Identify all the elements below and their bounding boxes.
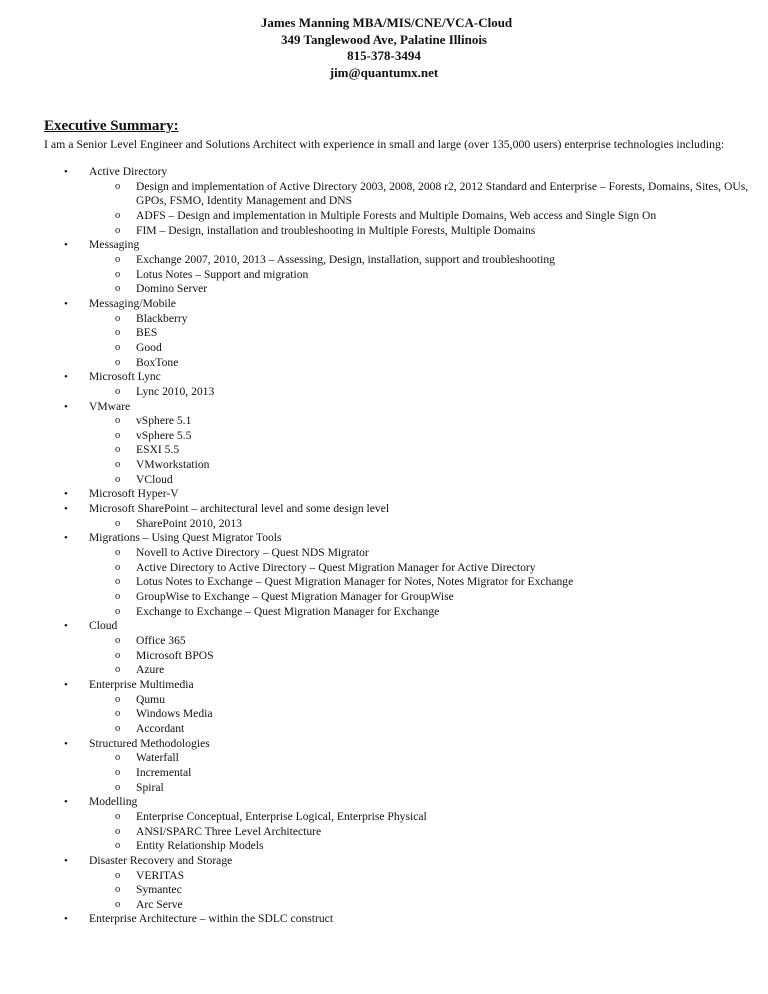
bullet-icon: • (64, 620, 68, 633)
bullet-icon: • (64, 371, 68, 384)
skill-subitem-text: Novell to Active Directory – Quest NDS Migrator (136, 546, 369, 560)
skill-subitem-text: Symantec (136, 883, 182, 897)
bullet-icon: • (64, 737, 68, 750)
skill-label: Disaster Recovery and Storage (89, 853, 233, 867)
skill-subitem (0, 605, 768, 620)
skill-item (0, 502, 768, 531)
skill-subitem-text: FIM – Design, installation and troubleshooting in Multiple Forests, Multiple Domains (136, 223, 536, 237)
address: 349 Tanglewood Ave, Palatine Illinois (281, 31, 487, 47)
skill-subitem-text: Accordant (136, 721, 185, 735)
skill-subitem-text: ANSI/SPARC Three Level Architecture (136, 824, 322, 838)
skill-subitem (0, 751, 768, 766)
skill-item (0, 165, 768, 238)
circle-bullet-icon: o (115, 268, 121, 280)
skill-sublist (89, 693, 768, 737)
skill-subitem (0, 209, 768, 224)
skill-subitem (0, 517, 768, 532)
skill-sublist (89, 810, 768, 854)
skill-subitem-text: Exchange to Exchange – Quest Migration Manager for Exchange (136, 604, 440, 618)
skill-sublist (89, 312, 768, 371)
skill-subitem-text: vSphere 5.5 (136, 428, 192, 442)
skill-subitem-text: Office 365 (136, 634, 186, 647)
circle-bullet-icon: o (115, 635, 121, 646)
skill-sublist (89, 546, 768, 619)
circle-bullet-icon: o (115, 385, 121, 397)
skill-item (0, 370, 768, 399)
skill-subitem-text: BES (136, 326, 158, 340)
circle-bullet-icon: o (115, 664, 121, 676)
bullet-icon: • (64, 239, 68, 252)
skill-subitem (0, 781, 768, 796)
skill-subitem (0, 898, 768, 913)
skill-item (0, 737, 768, 796)
contact-header (0, 15, 768, 81)
skill-subitem-text: Entity Relationship Models (136, 839, 264, 853)
circle-bullet-icon: o (115, 884, 121, 896)
circle-bullet-icon: o (115, 459, 121, 471)
circle-bullet-icon: o (115, 722, 121, 734)
skill-label: Migrations – Using Quest Migrator Tools (89, 531, 282, 545)
skill-label: Microsoft SharePoint – architectural level and some design level (89, 502, 390, 516)
skill-subitem (0, 634, 768, 649)
skill-subitem (0, 663, 768, 678)
skill-subitem-text: VCloud (136, 472, 173, 486)
circle-bullet-icon: o (115, 253, 121, 265)
circle-bullet-icon: o (115, 708, 121, 720)
skill-subitem (0, 312, 768, 327)
circle-bullet-icon: o (115, 605, 121, 617)
circle-bullet-icon: o (115, 591, 121, 603)
skill-subitem (0, 224, 768, 239)
skill-subitem-text: Incremental (136, 765, 192, 779)
skill-subitem-text: Good (136, 340, 162, 354)
circle-bullet-icon: o (115, 444, 121, 456)
circle-bullet-icon: o (115, 840, 121, 852)
bullet-icon: • (64, 678, 68, 691)
skill-subitem-text: Domino Server (136, 282, 208, 296)
circle-bullet-icon: o (115, 869, 121, 881)
skill-item (0, 487, 768, 502)
skill-subitem-text: Exchange 2007, 2010, 2013 – Assessing, Design, installation, support and troubleshooting (136, 252, 555, 266)
skill-subitem-text: VERITAS (136, 868, 185, 882)
skill-subitem (0, 766, 768, 781)
circle-bullet-icon: o (115, 180, 121, 192)
skill-subitem (0, 883, 768, 898)
skill-subitem-text: Lync 2010, 2013 (136, 384, 215, 398)
bullet-icon: • (64, 297, 68, 310)
section-title: Executive Summary: (44, 118, 179, 134)
skill-subitem (0, 693, 768, 708)
skill-label: Modelling (89, 795, 138, 809)
skill-item (0, 297, 768, 370)
circle-bullet-icon: o (115, 781, 121, 793)
circle-bullet-icon: o (115, 825, 121, 837)
skill-item (0, 531, 768, 619)
skill-item (0, 678, 768, 737)
skill-subitem-text: Azure (136, 663, 165, 677)
skills-list (0, 165, 768, 927)
bullet-icon: • (64, 796, 68, 809)
skill-item (0, 912, 768, 927)
skill-subitem (0, 722, 768, 737)
skill-subitem-text: ADFS – Design and implementation in Multiple Forests and Multiple Domains, Web access and Single Sign On (136, 208, 657, 222)
skill-label: Cloud (89, 619, 118, 633)
skill-label: Microsoft Lync (89, 370, 161, 384)
skill-subitem-text: vSphere 5.1 (136, 414, 192, 428)
circle-bullet-icon: o (115, 415, 121, 427)
skill-subitem (0, 810, 768, 825)
skill-item (0, 400, 768, 488)
phone: 815-378-3494 (347, 48, 421, 63)
circle-bullet-icon: o (115, 517, 121, 529)
candidate-name: James Manning MBA/MIS/CNE/VCA-Cloud (260, 15, 513, 30)
skill-subitem-text: GroupWise to Exchange – Quest Migration Manager for GroupWise (136, 590, 454, 604)
skill-subitem-text: Arc Serve (136, 897, 183, 911)
circle-bullet-icon: o (115, 766, 121, 778)
skill-sublist (89, 634, 768, 678)
skill-subitem (0, 575, 768, 590)
skill-item (0, 795, 768, 854)
circle-bullet-icon: o (115, 649, 121, 661)
skill-subitem (0, 429, 768, 444)
circle-bullet-icon: o (115, 693, 121, 705)
skill-subitem-text: ESXI 5.5 (136, 443, 180, 457)
skill-label: Messaging/Mobile (89, 296, 176, 310)
skill-label: Active Directory (89, 165, 168, 178)
skill-label: VMware (89, 399, 131, 413)
skill-label: Enterprise Multimedia (89, 677, 194, 691)
circle-bullet-icon: o (115, 547, 121, 559)
skill-subitem (0, 414, 768, 429)
skill-label: Messaging (89, 238, 140, 252)
circle-bullet-icon: o (115, 576, 121, 588)
skill-subitem-text: Waterfall (136, 751, 179, 765)
email: jim@quantumx.net (329, 64, 439, 80)
bullet-icon: • (64, 166, 68, 178)
circle-bullet-icon: o (115, 312, 121, 324)
skill-subitem-text: Qumu (136, 692, 165, 706)
skill-subitem (0, 180, 768, 209)
skill-subitem (0, 253, 768, 268)
skill-sublist (89, 414, 768, 487)
skill-subitem-text: BoxTone (136, 355, 179, 369)
skill-item (0, 854, 768, 913)
circle-bullet-icon: o (115, 810, 121, 822)
skill-subitem (0, 839, 768, 854)
skill-subitem (0, 649, 768, 664)
skill-subitem (0, 326, 768, 341)
skill-sublist (89, 751, 768, 795)
skill-subitem-text: Active Directory to Active Directory – Quest Migration Manager for Active Directory (136, 560, 536, 574)
bullet-icon: • (64, 503, 68, 516)
skill-label: Microsoft Hyper-V (89, 487, 179, 501)
skill-subitem (0, 590, 768, 605)
skill-sublist (89, 253, 768, 297)
skill-subitem (0, 356, 768, 371)
skill-label: Enterprise Architecture – within the SDLC construct (89, 912, 334, 926)
circle-bullet-icon: o (115, 356, 121, 368)
skill-subitem-text: Lotus Notes – Support and migration (136, 267, 309, 281)
skill-sublist (89, 869, 768, 913)
skill-subitem-text: Enterprise Conceptual, Enterprise Logical, Enterprise Physical (136, 809, 427, 823)
skill-subitem (0, 546, 768, 561)
circle-bullet-icon: o (115, 473, 121, 485)
skill-subitem (0, 458, 768, 473)
bullet-icon: • (64, 532, 68, 545)
skill-label: Structured Methodologies (89, 736, 210, 750)
skill-sublist (89, 180, 768, 239)
skill-subitem-text: Blackberry (136, 311, 188, 325)
bullet-icon: • (64, 400, 68, 413)
skill-sublist (89, 517, 768, 532)
circle-bullet-icon: o (115, 209, 121, 221)
skill-subitem (0, 707, 768, 722)
circle-bullet-icon: o (115, 561, 121, 573)
skill-subitem (0, 473, 768, 488)
bullet-icon: • (64, 913, 68, 926)
skill-item (0, 619, 768, 678)
skill-subitem (0, 825, 768, 840)
skill-subitem-text: SharePoint 2010, 2013 (136, 516, 242, 530)
circle-bullet-icon: o (115, 283, 121, 295)
skill-subitem (0, 268, 768, 283)
skill-subitem (0, 561, 768, 576)
skill-subitem (0, 341, 768, 356)
circle-bullet-icon: o (115, 429, 121, 441)
skill-subitem-text: VMworkstation (136, 458, 210, 472)
circle-bullet-icon: o (115, 752, 121, 764)
skill-subitem (0, 282, 768, 297)
skill-subitem-text: Design and implementation of Active Directory 2003, 2008, 2008 r2, 2012 Standard and Enterprise – Forests, Domains, Sites, OUs, GPOs, FSMO, Identity Management and DNS (136, 179, 749, 208)
intro-paragraph: I am a Senior Level Engineer and Solutions Architect with experience in small and large (over 135,000 users) enterprise technologies including: (44, 137, 725, 151)
skill-subitem-text: Microsoft BPOS (136, 648, 214, 662)
bullet-icon: • (64, 854, 68, 867)
skill-subitem (0, 443, 768, 458)
skill-subitem-text: Windows Media (136, 707, 213, 721)
circle-bullet-icon: o (115, 341, 121, 353)
skill-subitem (0, 385, 768, 400)
skill-subitem (0, 869, 768, 884)
circle-bullet-icon: o (115, 327, 121, 339)
bullet-icon: • (64, 488, 68, 501)
skill-sublist (89, 385, 768, 400)
skill-subitem-text: Spiral (136, 780, 164, 794)
circle-bullet-icon: o (115, 224, 121, 236)
skill-subitem-text: Lotus Notes to Exchange – Quest Migration Manager for Notes, Notes Migrator for Exchange (136, 575, 574, 589)
circle-bullet-icon: o (115, 898, 121, 910)
skill-item (0, 238, 768, 297)
